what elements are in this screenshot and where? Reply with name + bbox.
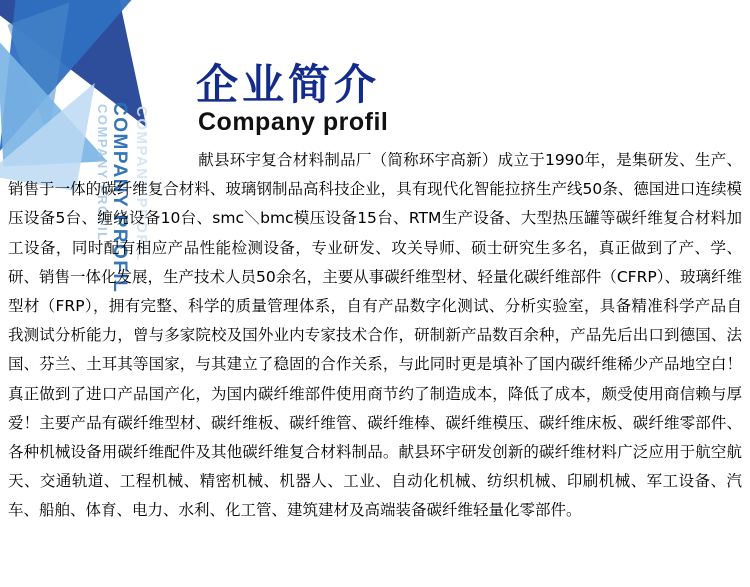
page-title-chinese: 企业简介	[196, 60, 381, 109]
body-paragraph: 献县环宇复合材料制品厂（简称环宇高新）成立于1990年，是集研发、生产、销售于一体的碳纤维复合材料、玻璃钢制品高科技企业，具有现代化智能拉挤生产线50条、德国进口连续模压设备5台、缠绕设备10台、smc＼bmc模压设备15台、RTM生产设备、大型热压罐等碳纤维复合材料加工设备，同时配有相应产品性能检测设备，专业研发、攻关导师、硕士研究生多名，真正做到了产、学、研、销售一体化发展，生产技术人员50余名，主要从事碳纤维型材、轻量化碳纤维部件（CFRP）、玻璃纤维型材（FRP），拥有完整、科学的质量管理体系，自有产品数字化测试、分析实验室，具备精准科学产品自我测试分析能力，曾与多家院校及国外业内专家技术合作，研制新产品数百余种，产品先后出口到德国、法国、芬兰、土耳其等国家，与其建立了稳固的合作关系，与此同时更是填补了国内碳纤维稀少产品地空白！真正做到了进口产品国产化，为国内碳纤维部件使用商节约了制造成本，降低了成本，颇受使用商信赖与厚爱！主要产品有碳纤维型材、碳纤维板、碳纤维管、碳纤维棒、碳纤维模压、碳纤维床板、碳纤维零部件、各种机械设备用碳纤维配件及其他碳纤维复合材料制品。献县环宇研发创新的碳纤维材料广泛应用于航空航天、交通轨道、工程机械、精密机械、机器人、工业、自动化机械、纺织机械、印刷机械、军工设备、汽车、船舶、体育、电力、水利、化工管、建筑建材及高端装备碳纤维轻量化零部件。	[8, 151, 742, 520]
page-title-english: Company profil	[198, 108, 389, 136]
watermark-text-tertiary: COMPANY PROFIL	[133, 106, 150, 262]
watermark-text-primary: COMPANY PROFIL	[109, 102, 130, 294]
watermark-text-secondary: COMPANY PROFIL	[95, 104, 110, 242]
company-profile-body	[8, 146, 742, 526]
